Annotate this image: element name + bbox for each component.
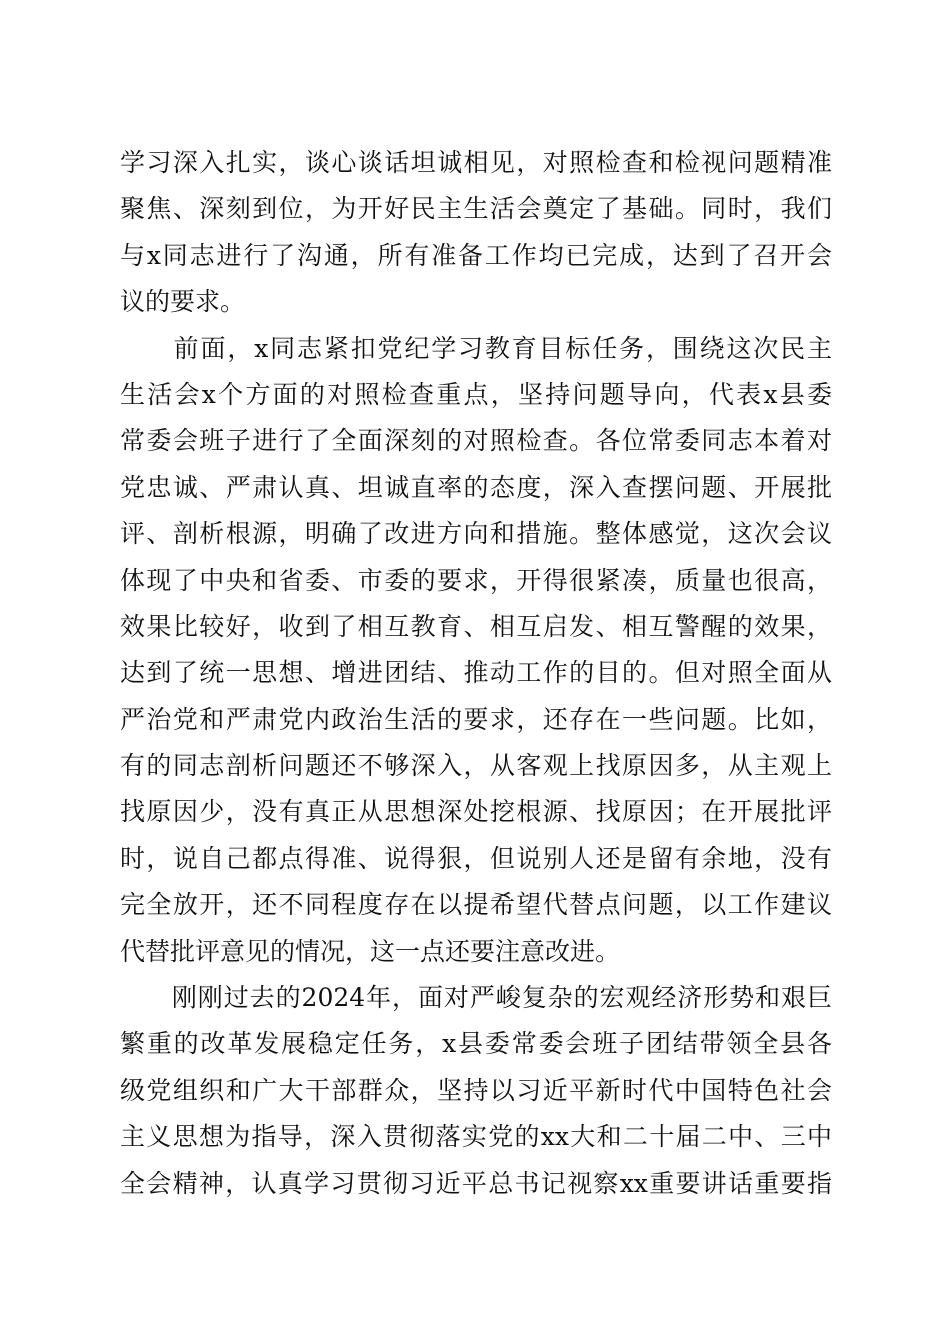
text-line: 前面，x同志紧扣党纪学习教育目标任务，围绕这次民主: [120, 333, 832, 363]
text-line: 议的要求。: [120, 287, 246, 317]
text-line: 时，说自己都点得准、说得狠，但说别人还是留有余地，没有: [120, 843, 832, 873]
text-line: 代替批评意见的情况，这一点还要注意改进。: [120, 936, 621, 966]
text-line: 严治党和严肃党内政治生活的要求，还存在一些问题。比如，: [120, 704, 832, 734]
text-line: 学习深入扎实，谈心谈话坦诚相见，对照检查和检视问题精准: [120, 148, 832, 177]
text-line: 完全放开，还不同程度存在以提希望代替点问题，以工作建议: [120, 890, 832, 920]
text-line: 党忠诚、严肃认真、坦诚直率的态度，深入查摆问题、开展批: [120, 472, 832, 502]
text-line: 效果比较好，收到了相互教育、相互启发、相互警醒的效果，: [120, 611, 832, 641]
text-line: 全会精神，认真学习贯彻习近平总书记视察xx重要讲话重要指: [120, 1168, 832, 1198]
text-line: 评、剖析根源，明确了改进方向和措施。整体感觉，这次会议: [120, 519, 832, 549]
text-line: 刚刚过去的2024年，面对严峻复杂的宏观经济形势和艰巨: [120, 983, 832, 1013]
text-line: 繁重的改革发展稳定任务，x县委常委会班子团结带领全县各: [120, 1029, 832, 1059]
text-line: 有的同志剖析问题还不够深入，从客观上找原因多，从主观上: [120, 751, 832, 781]
text-line: 级党组织和广大干部群众，坚持以习近平新时代中国特色社会: [120, 1075, 832, 1105]
text-line: 与x同志进行了沟通，所有准备工作均已完成，达到了召开会: [120, 240, 832, 270]
text-line: 主义思想为指导，深入贯彻落实党的xx大和二十届二中、三中: [120, 1122, 832, 1152]
text-line: 找原因少，没有真正从思想深处挖根源、找原因；在开展批评: [120, 797, 832, 827]
text-line: 达到了统一思想、增进团结、推动工作的目的。但对照全面从: [120, 658, 832, 688]
text-line: 体现了中央和省委、市委的要求，开得很紧凑，质量也很高，: [120, 565, 832, 595]
document-body: [120, 140, 832, 1207]
text-line: 常委会班子进行了全面深刻的对照检查。各位常委同志本着对: [120, 426, 832, 456]
text-line: 生活会x个方面的对照检查重点，坚持问题导向，代表x县委: [120, 379, 832, 409]
text-line: 聚焦、深刻到位，为开好民主生活会奠定了基础。同时，我们: [120, 194, 832, 224]
